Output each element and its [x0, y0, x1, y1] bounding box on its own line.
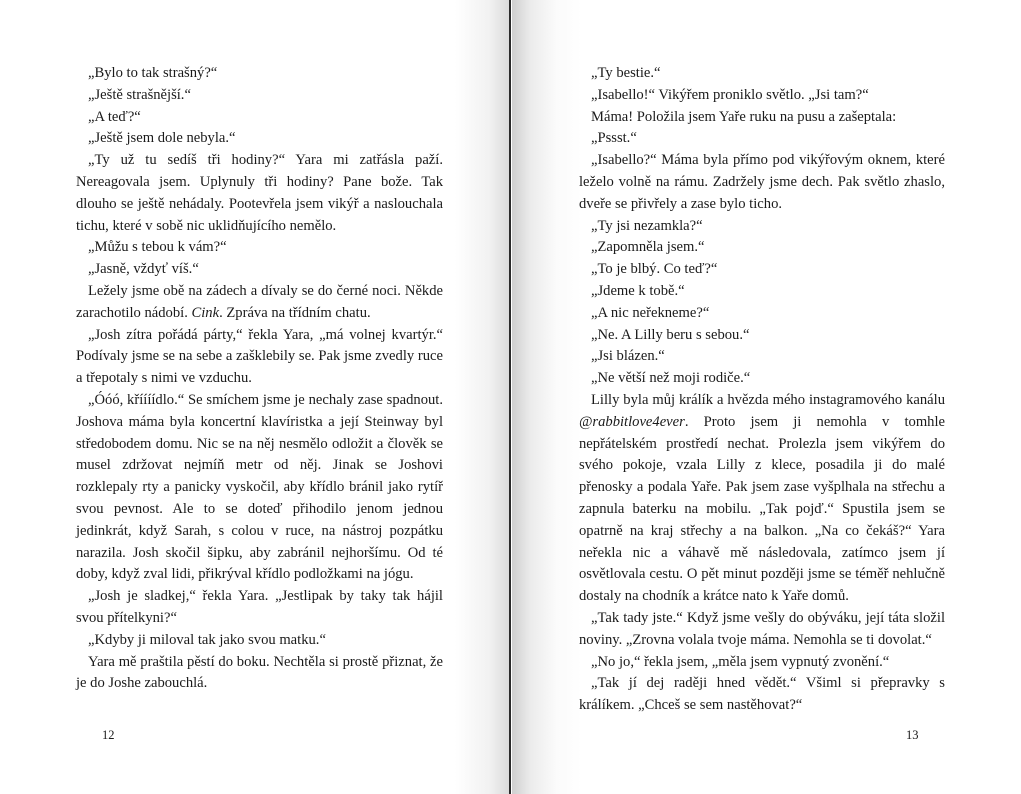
paragraph — [76, 107, 443, 129]
italic-text: @rabbitlove4ever — [579, 413, 685, 430]
paragraph-text: „Kdyby ji miloval tak jako svou matku.“ — [88, 631, 326, 648]
paragraph-text: „Pssst.“ — [591, 130, 637, 147]
paragraph — [579, 216, 945, 238]
paragraph — [76, 281, 443, 325]
paragraph-text: . Zpráva na třídním chatu. — [219, 304, 371, 321]
paragraph-text: . Proto jsem ji nemohla v tomhle nepřátelském prostředí nechat. Prolezla jsem vikýřem do svého pokoje, vzala Lilly z klece, posadila ji do malé přenosky a podala Yaře. Pak jsem zase vyšplhala na střechu a zapnula baterku na mobilu. „Tak pojď.“ Spustila jsem se opatrně na kraj střechy a na balkon. „Na co čekáš?“ Yara neřekla nic a váhavě mě následovala, zatímco jsem jí osvětlovala cestu. O pět minut později jsme se téměř nehlučně dostaly na chodník a krátce nato k Yaře domů. — [579, 413, 945, 605]
paragraph-text: Máma! Položila jsem Yaře ruku na pusu a zašeptala: — [591, 108, 897, 125]
paragraph — [579, 325, 945, 347]
paragraph — [579, 673, 945, 717]
paragraph-text: „No jo,“ řekla jsem, „měla jsem vypnutý zvonění.“ — [591, 653, 890, 670]
paragraph — [76, 237, 443, 259]
paragraph-text: „Isabello?“ Máma byla přímo pod vikýřovým oknem, které leželo volně na rámu. Zadržely jsme dech. Pak světlo zhaslo, dveře se přivřely a zase bylo ticho. — [579, 152, 945, 212]
paragraph — [76, 390, 443, 586]
paragraph-text: „Bylo to tak strašný?“ — [88, 65, 218, 81]
paragraph — [579, 85, 945, 107]
paragraph-text: „Ty bestie.“ — [591, 65, 661, 81]
paragraph — [579, 107, 945, 129]
paragraph-text: „Jasně, vždyť víš.“ — [88, 261, 199, 278]
paragraph — [76, 586, 443, 630]
right-page-text — [579, 63, 945, 717]
paragraph-text: „Zapomněla jsem.“ — [591, 239, 705, 256]
paragraph-text: „A teď?“ — [88, 108, 141, 125]
paragraph-text: „Ty už tu sedíš tři hodiny?“ Yara mi zatřásla paží. Nereagovala jsem. Uplynuly tři hodiny? Pane bože. Tak dlouho se ještě nehádaly. Pootevřela jsem vikýř a naslouchala tichu, které v sobě nic uklidňujícího nemělo. — [76, 152, 443, 234]
paragraph — [76, 63, 443, 85]
paragraph-text: „Jdeme k tobě.“ — [591, 282, 685, 299]
paragraph — [579, 150, 945, 215]
paragraph-text: „Ne větší než moji rodiče.“ — [591, 370, 751, 387]
paragraph-text: „Můžu s tebou k vám?“ — [88, 239, 227, 256]
paragraph-text: „Jsi blázen.“ — [591, 348, 665, 365]
left-page-number: 12 — [102, 728, 115, 742]
paragraph-text: Lilly byla můj králík a hvězda mého instagramového kanálu — [591, 391, 945, 408]
right-page — [512, 0, 1021, 794]
paragraph — [579, 128, 945, 150]
paragraph — [76, 85, 443, 107]
book-gutter — [509, 0, 511, 794]
paragraph-text: „A nic neřekneme?“ — [591, 304, 710, 321]
paragraph-text: „Tak jí dej raději hned vědět.“ Všiml si přepravky s králíkem. „Chceš se sem nastěhovat?“ — [579, 675, 945, 714]
paragraph-text: „To je blbý. Co teď?“ — [591, 261, 718, 278]
paragraph — [76, 128, 443, 150]
paragraph-text: Ležely jsme obě na zádech a dívaly se do černé noci. Někde zarachotilo nádobí. — [76, 282, 443, 321]
paragraph — [579, 303, 945, 325]
paragraph — [579, 63, 945, 85]
paragraph — [579, 652, 945, 674]
paragraph-text: „Óóó, kříííídlo.“ Se smíchem jsme je nechaly zase spadnout. Joshova máma byla koncertní klavíristka a její Steinway byl středobodem domu. Nic se na něj nesmělo odložit a člověk se musel zdržovat nejmíň metr od něj. Jinak se Joshovi rozklepaly rty a panicky vyskočil, aby křídlo bránil jako rytíř svou pevnost. Ale to se doteď přihodilo jenom jednou jedinkrát, když Sarah, s colou v ruce, na nástroj pozpátku narazila. Josh skočil šipku, aby zabránil nejhoršímu. Od té doby, když zval lidi, přikrýval křídlo podložkami na jógu. — [76, 391, 443, 583]
paragraph — [76, 630, 443, 652]
paragraph — [579, 390, 945, 608]
left-page-text — [76, 63, 443, 695]
paragraph-text: „Ne. A Lilly beru s sebou.“ — [591, 326, 750, 343]
left-page — [0, 0, 510, 794]
paragraph-text: Yara mě praštila pěstí do boku. Nechtěla si prostě přiznat, že je do Joshe zabouchlá. — [76, 653, 443, 692]
paragraph-text: „Tak tady jste.“ Když jsme vešly do obýváku, její táta složil noviny. „Zrovna volala tvoje máma. Nemohla se ti dovolat.“ — [579, 609, 945, 648]
paragraph — [76, 150, 443, 237]
paragraph — [579, 281, 945, 303]
right-page-number: 13 — [906, 728, 919, 742]
italic-text: Cink — [191, 304, 220, 321]
paragraph-text: „Josh zítra pořádá párty,“ řekla Yara, „má volnej kvartýr.“ Podívaly jsme se na sebe a zašklebily se. Pak jsme zvedly ruce a třepotaly s nimi ve vzduchu. — [76, 326, 443, 387]
paragraph — [76, 325, 443, 390]
paragraph — [579, 346, 945, 368]
paragraph — [579, 259, 945, 281]
paragraph-text: „Ty jsi nezamkla?“ — [591, 217, 703, 234]
paragraph — [579, 368, 945, 390]
paragraph-text: „Ještě strašnější.“ — [88, 86, 191, 103]
paragraph — [76, 259, 443, 281]
paragraph — [579, 608, 945, 652]
paragraph — [76, 652, 443, 696]
paragraph-text: „Isabello!“ Vikýřem proniklo světlo. „Jsi tam?“ — [591, 86, 869, 103]
paragraph — [579, 237, 945, 259]
paragraph-text: „Ještě jsem dole nebyla.“ — [88, 130, 236, 147]
paragraph-text: „Josh je sladkej,“ řekla Yara. „Jestlipak by taky tak hájil svou přítelkyni?“ — [76, 588, 443, 626]
